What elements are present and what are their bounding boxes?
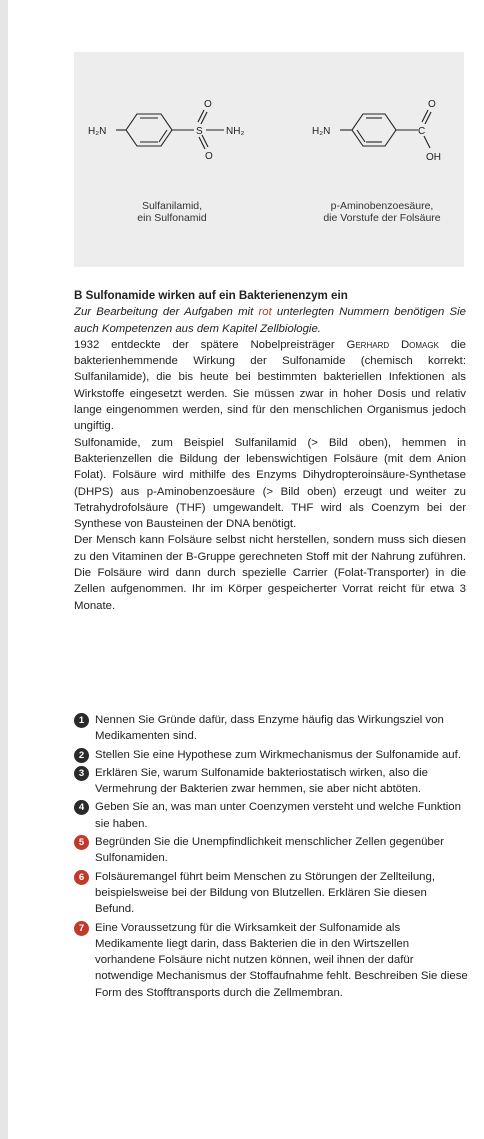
- left-oxygen-bottom: O: [205, 151, 213, 162]
- section-title: B Sulfonamide wirken auf ein Bakterienenzym ein: [74, 289, 348, 302]
- pab-caption: [302, 200, 462, 224]
- task-item: [74, 712, 468, 745]
- task-number-badge: 2: [74, 748, 89, 763]
- section-text: [74, 288, 466, 614]
- competence-note: [74, 304, 466, 337]
- scientist-name: Gerhard Domagk: [346, 338, 439, 351]
- caption-line: die Vorstufe der Folsäure: [323, 212, 441, 224]
- caption-line: ein Sulfonamid: [137, 212, 207, 224]
- pab-ring: [352, 114, 396, 146]
- page-margin-rule: [0, 0, 8, 1139]
- task-text: Stellen Sie eine Hypothese zum Wirkmechanismus der Sulfonamide auf.: [95, 748, 461, 761]
- carbon-label: C: [418, 126, 426, 137]
- paragraph-history: [74, 337, 466, 435]
- note-text: Zur Bearbeitung der Aufgaben mit: [74, 306, 259, 319]
- task-item: [74, 920, 468, 1001]
- left-oxygen-top: O: [204, 99, 212, 110]
- caption-line: p-Aminobenzoesäure,: [330, 200, 434, 212]
- task-item: [74, 799, 468, 832]
- task-item: [74, 747, 468, 763]
- note-red-word: rot: [258, 306, 272, 319]
- left-amide-label: NH₂: [226, 126, 245, 137]
- task-text: Nennen Sie Gründe dafür, dass Enzyme häufig das Wirkungsziel von Medikamenten sind.: [95, 714, 444, 743]
- task-number-badge: 4: [74, 800, 89, 815]
- right-oxygen-top: O: [428, 99, 436, 110]
- caption-line: Sulfanilamid,: [141, 200, 203, 212]
- sulfur-label: S: [196, 126, 203, 137]
- paragraph-mechanism: Sulfonamide, zum Beispiel Sulfanilamid (> Bild oben), hemmen in Bakterienzellen die Bildung der lebenswichtigen Folsäure (mit dem Anion Folat). Folsäure wird mithilfe des Enzyms Dihydropteroinsäure-Synthetase (DHPS) aus p-Aminobenzoesäure (> Bild oben) erzeugt und weiter zu Tetrahydrofolsäure (THF) umgewandelt. THF wird als Coenzym bei der Synthese von Bausteinen der DNA benötigt.: [74, 436, 466, 531]
- task-text: Eine Voraussetzung für die Wirksamkeit der Sulfonamide als Medikamente liegt darin, dass Bakterien die in den Wirtszellen vorhandene Folsäure nicht nutzen können, weil ihnen der dafür notwendige Mechanismus der Stoffaufnahme fehlt. Beschreiben Sie diese Form des Stofftransports durch die Zellmembran.: [95, 921, 468, 999]
- bond-c-oh: [424, 136, 430, 148]
- task-text: Geben Sie an, was man unter Coenzymen versteht und welche Funktion sie haben.: [95, 801, 461, 830]
- task-number-badge: 1: [74, 713, 89, 728]
- note-text: unterlegten Nummern benötigen Sie auch Kompetenzen aus dem Kapitel Zellbiologie.: [74, 306, 466, 335]
- paragraph-text: 1932 entdeckte der spätere Nobelpreisträger: [74, 338, 347, 351]
- task-item: [74, 869, 468, 918]
- paragraph-human-folate: Der Mensch kann Folsäure selbst nicht herstellen, sondern muss sich diesen zu den Vitaminen der B-Gruppe gerechneten Stoff mit der Nahrung zuführen. Die Folsäure wird dann durch spezielle Carrier (Folat-Transporter) in die Zellen aufgenommen. Ihr im Körper gespeicherter Vorrat reicht für etwa 3 Monate.: [74, 534, 466, 612]
- task-number-badge: 5: [74, 835, 89, 850]
- right-amine-label: H₂N: [312, 126, 331, 137]
- task-list: [74, 712, 468, 1003]
- task-number-badge: 6: [74, 870, 89, 885]
- left-amine-label: H₂N: [88, 126, 107, 137]
- structure-figure: [74, 52, 464, 267]
- task-item: [74, 765, 468, 798]
- task-text: Erklären Sie, warum Sulfonamide bakteriostatisch wirken, also die Vermehrung der Bakterien zwar hemmen, sie aber nicht abtöten.: [95, 766, 429, 796]
- task-number-badge: 3: [74, 766, 89, 781]
- molecule-structures: [74, 52, 464, 267]
- hydroxyl-label: OH: [426, 152, 441, 163]
- paragraph-text: die bakterienhemmende Wirkung der Sulfonamide (chemisch korrekt: Sulfanilamide), die bis heute bei bestimmten bakteriellen Infektionen als Wirkstoffe eingesetzt werden. Sie müssen zwar in hoher Dosis und relativ lange eingenommen werden, sind für den menschlichen Organismus jedoch ungiftig.: [74, 338, 466, 433]
- sulfanilamide-caption: [102, 200, 242, 224]
- task-item: [74, 834, 468, 867]
- task-number-badge: 7: [74, 921, 89, 936]
- sulfanilamide-ring: [126, 114, 172, 146]
- task-text: Begründen Sie die Unempfindlichkeit menschlicher Zellen gegenüber Sulfonamiden.: [95, 836, 444, 865]
- task-text: Folsäuremangel führt beim Menschen zu Störungen der Zellteilung, beispielsweise bei der Bildung von Blutzellen. Erklären Sie diesen Befund.: [95, 870, 436, 916]
